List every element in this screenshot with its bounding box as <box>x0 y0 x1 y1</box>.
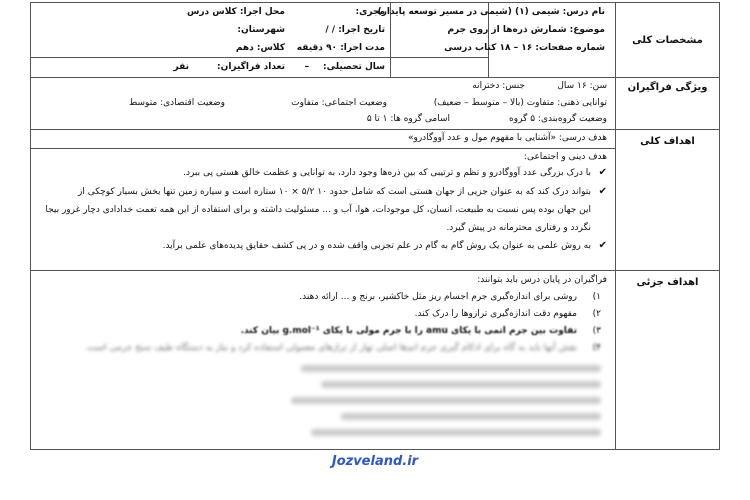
partial-goals-content <box>31 271 615 450</box>
lesson-plan-document <box>30 2 720 450</box>
learner-economic-status: وضعیت اقتصادی: متوسط <box>128 98 225 108</box>
partial-item-3: تفاوت بین جرم اتمی با یکای amu را با جرم مولی با یکای g.mol⁻¹ بیان کند. <box>240 326 577 336</box>
partial-goals-label: اهداف جزئی <box>615 271 719 450</box>
goals-content <box>31 130 615 270</box>
general-content <box>31 3 615 77</box>
goals-section <box>31 130 719 271</box>
executor: مجری: <box>355 7 385 17</box>
lesson-topic: موضوع: شمارش ذره‌ها از روی جرم <box>447 25 605 35</box>
learner-mental-ability: توانایی ذهنی: متفاوت (بالا – متوسط – ضعیف) <box>433 98 607 108</box>
goal-bullet-2c: نگردد و رفتاری محترمانه در پیش گیرد. <box>446 223 591 233</box>
partial-item-number: ۱) <box>592 292 601 302</box>
blurred-text-line <box>311 429 601 436</box>
school-year-dash: – <box>304 62 309 72</box>
partial-intro: فراگیران در پایان درس باید بتوانند: <box>477 275 607 285</box>
blurred-text-line <box>341 413 601 420</box>
goals-label: اهداف کلی <box>615 130 719 270</box>
partial-item-2: مفهوم دقت اندازه‌گیری ترازوها را درک کند. <box>414 309 577 319</box>
learner-grouping: وضعیت گروه‌بندی: ۵ گروه <box>509 114 607 124</box>
learner-gender: جنس: دخترانه <box>472 81 525 91</box>
blurred-text-line <box>291 397 601 404</box>
check-icon: ✔ <box>598 240 607 251</box>
goal-bullet-2a: بتواند درک کند که به عنوان جزیی از جهان هستی است که شامل حدود ۱۰ ۵/۲ × ۱۰ ستاره است و سیاره زمین تنها بخش بسیار کوچکی از <box>78 187 591 197</box>
learner-social-status: وضعیت اجتماعی: متفاوت <box>291 98 387 108</box>
learner-age: سن: ۱۶ سال <box>557 81 607 91</box>
blurred-text-line <box>321 381 601 388</box>
partial-item-1: روشی برای اندازه‌گیری جرم اجسام ریز مثل خاکشیر، برنج و ... ارائه دهند. <box>299 292 577 302</box>
city: شهرستان: <box>237 25 285 35</box>
watermark: Jozveland.ir <box>331 454 419 469</box>
learners-section <box>31 78 719 130</box>
partial-goals-section <box>31 271 719 450</box>
students-unit: نفر <box>173 62 189 72</box>
religious-goal: هدف دینی و اجتماعی: <box>523 152 607 162</box>
blurred-text-line <box>301 365 601 372</box>
partial-item-number: ۴) <box>592 343 601 353</box>
learners-label: ویژگی فراگیران <box>615 78 719 129</box>
general-label: مشخصات کلی <box>615 3 719 77</box>
partial-item-number: ۳) <box>592 326 601 336</box>
lesson-goal: هدف درسی: «آشنایی با مفهوم مول و عدد آووگادرو» <box>407 133 607 143</box>
execution-duration: مدت اجرا: ۹۰ دقیقه <box>296 43 385 53</box>
lesson-pages: شماره صفحات: ۱۶ – ۱۸ کتاب درسی <box>444 43 605 53</box>
goal-bullet-2b: این جهان بوده پس نسبت به طبیعت، انسان، کل موجودات، هوا، آب و ... مسئولیت داشته و برای استفاده از این همه تعمت خدادادی دچار غرور بیجا <box>45 205 591 215</box>
execution-date: تاریخ اجرا: / / <box>325 25 385 35</box>
students-count: تعداد فراگیران: <box>217 62 285 72</box>
goal-bullet-1: با درک بزرگی عدد آووگادرو و تظم و ترتیبی که بین ذره‌ها وجود دارد، به توانایی و عظمت خالق هستی پی ببرد. <box>183 168 591 178</box>
check-icon: ✔ <box>598 186 607 197</box>
learners-content <box>31 78 615 129</box>
partial-item-number: ۲) <box>592 309 601 319</box>
partial-item-4: نقش آنها باید به گاه برای ادکام گیری جرم اتم‌ها اصلی تهار از تراز‌های معمولی استفاده کرد و نیاز به دستگاه طیف سنج جرمی است. <box>84 343 577 353</box>
goal-bullet-3: به روش علمی به عنوان یک روش گام به گام در علم تجربی واقف شده و در پی کشف حقایق پدیده‌های علمی برآید. <box>162 241 591 251</box>
learner-group-names: اسامی گروه ها: ۱ تا ۵ <box>366 114 450 124</box>
execution-place: محل اجرا: کلاس درس <box>186 7 285 17</box>
grade: کلاس: دهم <box>235 43 285 53</box>
school-year: سال تحصیلی: <box>323 62 385 72</box>
check-icon: ✔ <box>598 167 607 178</box>
lesson-name: نام درس: شیمی (۱) (شیمی در مسیر توسعه پایدار) <box>377 7 605 17</box>
general-section <box>31 3 719 78</box>
